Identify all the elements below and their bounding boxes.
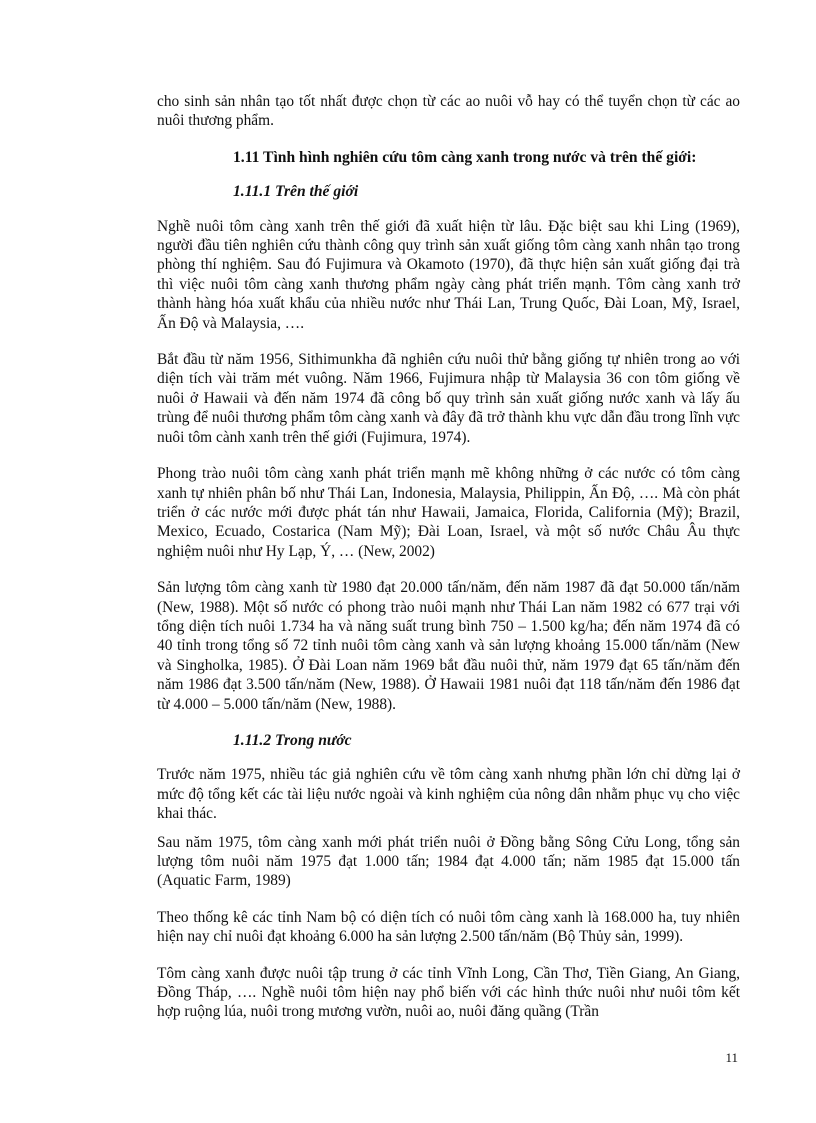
- world-paragraph-2: Bắt đầu từ năm 1956, Sithimunkha đã nghiên cứu nuôi thử bằng giống tự nhiên trong ao với diện tích vài trăm mét vuông. Năm 1966, Fujimura nhập từ Malaysia 36 con tôm giống về nuôi ở Hawaii và đến năm 1974 đã công bố quy trình sản xuất giống nước xanh và lấy ấu trùng để nuôi thương phẩm tôm càng xanh và đây đã trở thành khu vực dẫn đầu trong lĩnh vực nuôi tôm cành xanh trên thế giới (Fujimura, 1974).: [157, 351, 740, 446]
- domestic-paragraph-1: Trước năm 1975, nhiều tác giả nghiên cứu về tôm càng xanh nhưng phần lớn chỉ dừng lại ở mức độ tổng kết các tài liệu nước ngoài và kinh nghiệm của nông dân nhằm phục vụ cho việc khai thác.: [157, 766, 740, 823]
- world-paragraph-4: Sản lượng tôm càng xanh từ 1980 đạt 20.000 tấn/năm, đến năm 1987 đã đạt 50.000 tấn/năm (New, 1988). Một số nước có phong trào nuôi mạnh như Thái Lan năm 1982 có 677 trại với tổng diện tích nuôi 1.734 ha và năng suất trung bình 750 – 1.500 kg/ha; đến năm 1974 đã có 40 tỉnh trong tổng số 72 tỉnh nuôi tôm càng xanh và sản lượng khoảng 15.000 tấn/năm (New và Singholka, 1985). Ở Đài Loan năm 1969 bắt đầu nuôi thử, năm 1979 đạt 65 tấn/năm đến năm 1986 đạt 3.500 tấn/năm (New, 1988). Ở Hawaii 1981 nuôi đạt 118 tấn/năm đến 1986 đạt từ 4.000 – 5.000 tấn/năm (New, 1988).: [157, 579, 740, 713]
- intro-paragraph: cho sinh sản nhân tạo tốt nhất được chọn từ các ao nuôi vỗ hay có thể tuyển chọn từ các ao nuôi thương phẩm.: [157, 93, 740, 130]
- world-paragraph-3: Phong trào nuôi tôm càng xanh phát triển mạnh mẽ không những ở các nước có tôm càng xanh tự nhiên phân bố như Thái Lan, Indonesia, Malaysia, Philippin, Ấn Độ, …. Mà còn phát triển ở các nước mới được phát tán như Hawaii, Jamaica, Florida, California (Mỹ); Brazil, Mexico, Ecuado, Costarica (Nam Mỹ); Đài Loan, Israel, và một số nước Châu Âu thực nghiệm nuôi như Hy Lạp, Ý, … (New, 2002): [157, 465, 740, 560]
- section-heading-main: 1.11 Tình hình nghiên cứu tôm càng xanh trong nước và trên thế giới:: [233, 148, 697, 166]
- subsection-heading-world: 1.11.1 Trên thế giới: [233, 183, 359, 201]
- world-paragraph-1: Nghề nuôi tôm càng xanh trên thế giới đã xuất hiện từ lâu. Đặc biệt sau khi Ling (1969), người đầu tiên nghiên cứu thành công quy trình sản xuất giống tôm càng xanh nhân tạo trong phòng thí nghiệm. Sau đó Fujimura và Okamoto (1970), đã thực hiện sản xuất giống đại trà thì việc nuôi tôm càng xanh thương phẩm ngày càng phát triển mạnh. Tôm càng xanh trở thành hàng hóa xuất khẩu của nhiều nước như Thái Lan, Trung Quốc, Đài Loan, Mỹ, Israel, Ấn Độ và Malaysia, ….: [157, 217, 740, 332]
- domestic-paragraph-3: Theo thống kê các tỉnh Nam bộ có diện tích có nuôi tôm càng xanh là 168.000 ha, tuy nhiên hiện nay chỉ nuôi đạt khoảng 6.000 ha sản lượng 2.500 tấn/năm (Bộ Thủy sản, 1999).: [157, 908, 740, 946]
- domestic-paragraph-2: Sau năm 1975, tôm càng xanh mới phát triển nuôi ở Đồng bằng Sông Cửu Long, tổng sản lượng tôm nuôi năm 1975 đạt 1.000 tấn; 1984 đạt 4.000 tấn; năm 1985 đạt 15.000 tấn (Aquatic Farm, 1989): [157, 833, 740, 890]
- subsection-heading-domestic: 1.11.2 Trong nước: [233, 731, 352, 749]
- domestic-paragraph-4: Tôm càng xanh được nuôi tập trung ở các tỉnh Vĩnh Long, Cần Thơ, Tiền Giang, An Giang, Đồng Tháp, …. Nghề nuôi tôm hiện nay phổ biến với các hình thức nuôi như nuôi tôm kết hợp ruộng lúa, nuôi trong mương vườn, nuôi ao, nuôi đăng quầng (Trần: [157, 964, 740, 1021]
- page-number: 11: [725, 1050, 738, 1065]
